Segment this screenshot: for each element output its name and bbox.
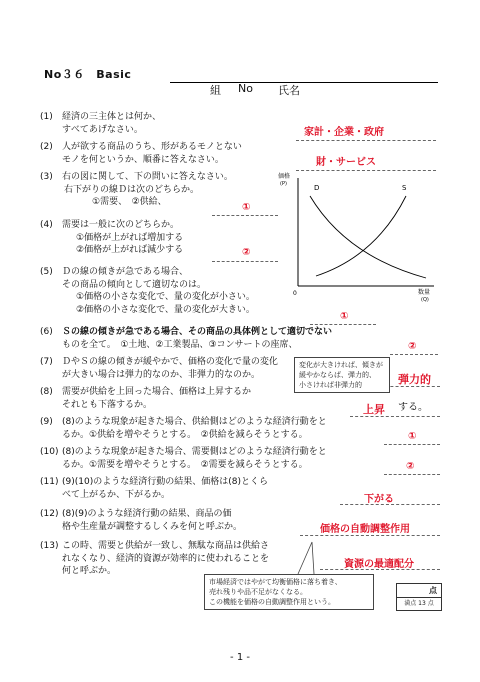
question-line: 格や生産量が調整するしくみを何と呼ぶか。 [62, 521, 243, 532]
elasticity-note-line: 変化が大きければ、傾きが [299, 361, 383, 369]
question-text [62, 111, 161, 136]
question-line: それとも下落するか。 [62, 399, 153, 410]
answer-3-line [212, 215, 278, 216]
question-text [62, 356, 278, 381]
answer-11-line [340, 504, 440, 505]
score-point-label: 点 [429, 586, 437, 595]
answer-12: 価格の自動調整作用 [320, 524, 410, 535]
supply-curve [316, 196, 406, 276]
question-text [62, 446, 327, 471]
question-line: ②価格が上がれば減少する [76, 245, 184, 255]
answer-9-line [384, 444, 440, 445]
x-axis-label: 数量 [418, 289, 431, 296]
question-line: が大きい場合は弾力的なのか、非弾力的なのか。 [62, 369, 261, 380]
question-line: 経済の三主体とは何か、 [62, 112, 162, 122]
answer-10-line [384, 474, 440, 475]
question-number: (7) [40, 357, 53, 367]
answer-1: 家計・企業・政府 [304, 127, 384, 138]
question-line: ものを全て。 ①土地、②工業製品、③コンサートの座席、 [62, 339, 298, 350]
question-line: 需要が供給を上回った場合、価格は上昇するか [62, 387, 252, 397]
question-text [62, 386, 251, 411]
answer-6-line [390, 354, 438, 355]
question-line: (8)のような現象が起きた場合、供給側はどのような経済行動をと [62, 417, 327, 427]
question-number: (6) [40, 327, 53, 337]
question-text [62, 416, 327, 441]
question-text [62, 219, 183, 257]
adjustment-note-line: 売れ残りや品不足がなくなる。 [209, 588, 307, 596]
question-number: (8) [40, 387, 53, 397]
class-label: 組 [210, 84, 221, 97]
question-number: (13) [40, 541, 59, 551]
question-number: (9) [40, 417, 53, 427]
question-text [62, 141, 242, 166]
question-text [62, 326, 332, 351]
question-line: 右下がりの線Ｄは次のどちらか。 [64, 184, 200, 195]
note-pointer [290, 540, 330, 580]
answer-13: 資源の最適配分 [344, 559, 414, 570]
question-line: ①需要、 ②供給、 [92, 197, 167, 207]
demand-label: D [314, 184, 320, 192]
x-axis-unit: (Q) [421, 297, 429, 303]
question-text [62, 508, 242, 533]
question-line: るか。①需要を増やそうとする。 ②需要を減らそうとする。 [62, 459, 308, 470]
score-max: 満点 13 点 [397, 597, 441, 609]
question-number: (10) [40, 447, 59, 457]
number-label: No [238, 82, 253, 95]
question-line: すべてあげなさい。 [62, 124, 143, 135]
answer-5: ① [340, 311, 349, 322]
answer-13-line [320, 569, 440, 570]
answer-1-line [296, 140, 436, 141]
answer-4: ② [242, 247, 251, 258]
answer-12-line [300, 535, 440, 536]
question-line: この時、需要と供給が一致し、無駄な商品は供給さ [62, 541, 270, 551]
question-line: 右の図に関して、下の問いに答えなさい。 [62, 172, 233, 182]
question-line: れなくなり、経済的資源が効率的に使われることを [62, 553, 270, 564]
elasticity-note-line: 緩やかならば、弾力的、 [299, 371, 376, 379]
question-text [62, 476, 268, 501]
question-line: るか。①供給を増やそうとする。 ②供給を減らそうとする。 [62, 429, 308, 440]
question-text [62, 171, 233, 209]
question-line: ①価格が上がれば増加する [76, 232, 184, 243]
question-number: (5) [40, 267, 53, 277]
question-number: (1) [40, 112, 53, 122]
question-line: モノを何というか、順番に答えなさい。 [62, 154, 224, 165]
question-number: (12) [40, 509, 59, 519]
answer-11: 下がる [364, 494, 394, 505]
answer-7: 弾力的 [398, 373, 431, 386]
question-line: Ｓの線の傾きが急である場合、その商品の具体例として適切でない [62, 327, 333, 337]
answer-9: ① [408, 431, 417, 442]
elasticity-note-line: 小さければ非弾力的 [299, 381, 362, 389]
answer-8: 上昇 [363, 403, 385, 416]
question-line: ①価格の小さな変化で、量の変化が小さい。 [76, 292, 255, 302]
question-line: (8)(9)のような経済行動の結果、商品の価 [62, 509, 232, 519]
question-line: Ｄの線の傾きが急である場合、 [62, 267, 189, 277]
question-line: その商品の傾向として適切なのは。 [62, 279, 207, 290]
price-adjustment-note [204, 574, 374, 610]
name-label: 氏名 [278, 84, 300, 97]
origin-label: 0 [293, 290, 297, 297]
answer-8-line [350, 416, 440, 417]
question-line: ②価格の小さな変化で、量の変化が大きい。 [76, 304, 255, 315]
question-line: べて上がるか、下がるか。 [62, 489, 171, 500]
adjustment-note-line: この機能を価格の自動調整作用という。 [209, 598, 335, 606]
question-number: (2) [40, 142, 53, 152]
page-number: - 1 - [230, 652, 250, 663]
question-line: ＤやＳの線の傾きが緩やかで、価格の変化で量の変化 [62, 357, 278, 367]
answer-4-line [212, 261, 278, 262]
question-line: (8)のような現象が起きた場合、需要側はどのような経済行動をと [62, 447, 327, 457]
elasticity-note [294, 357, 390, 393]
question-number: (4) [40, 220, 53, 230]
score-box [396, 583, 442, 611]
answer-8-suffix: する。 [398, 402, 428, 413]
question-text [62, 266, 255, 316]
y-axis-label: 価格 [278, 173, 291, 180]
supply-demand-graph [276, 168, 448, 308]
answer-2: 財・サービス [316, 157, 376, 168]
question-number: (11) [40, 477, 59, 487]
question-line: 何と呼ぶか。 [62, 566, 117, 576]
adjustment-note-line: 市場経済ではやがて均衡価格に落ち着き、 [209, 578, 342, 586]
answer-6: ② [408, 341, 417, 352]
answer-3: ① [242, 202, 251, 213]
question-number: (3) [40, 172, 53, 182]
supply-label: S [402, 184, 407, 192]
question-text [62, 540, 269, 578]
question-line: 人が欲する商品のうち、形があるモノとない [62, 142, 242, 152]
name-header-line [170, 82, 438, 97]
question-line: (9)(10)のような経済行動の結果、価格は(8)とくら [62, 477, 268, 487]
demand-curve [310, 196, 426, 278]
question-line: 需要は一般に次のどちらか。 [62, 220, 180, 230]
answer-10: ② [406, 461, 415, 472]
answer-5-line [310, 324, 376, 325]
y-axis-unit: (P) [280, 181, 287, 187]
worksheet-title: No３６ Basic [44, 68, 132, 81]
